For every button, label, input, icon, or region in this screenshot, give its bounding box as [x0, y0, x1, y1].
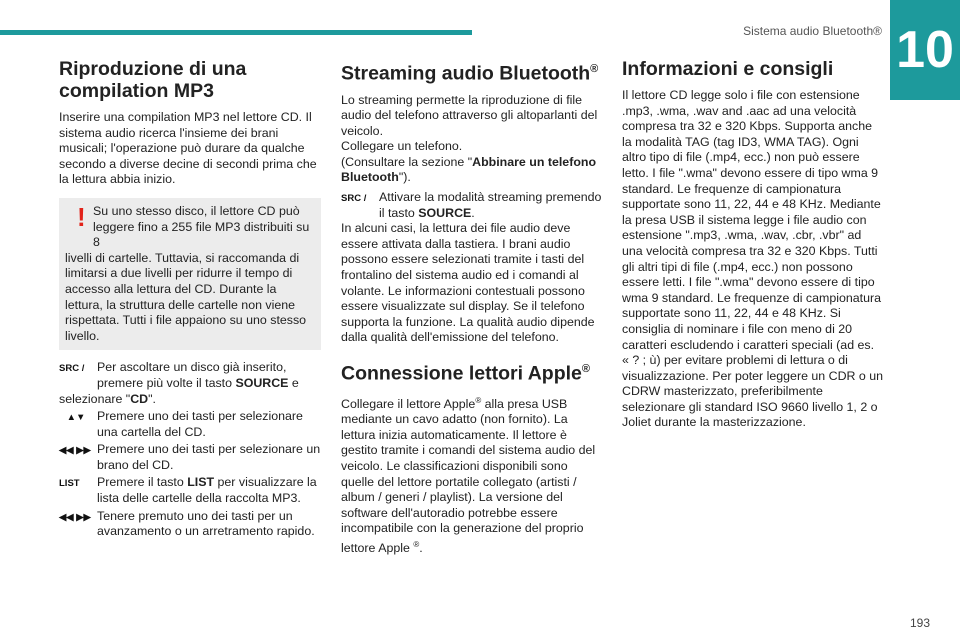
track-select-text: Premere uno dei tasti per selezionare un brano del CD. — [97, 442, 321, 472]
streaming-intro: Lo streaming permette la riproduzione di file audio del telefono attraverso gli altoparlanti del veicolo. — [341, 92, 598, 138]
prev-next-arrows-icon: ◀◀ ▶▶ — [59, 445, 91, 457]
column-mp3 — [59, 58, 321, 540]
source-instruction — [59, 360, 321, 407]
info-text: Il lettore CD legge solo i file con estensione .mp3, .wma, .wav and .aac ad una velocità compresa tra 32 e 320 Kbps. Supporta anche la modalità TAG (tag ID3, WMA TAG). Ogni altro tipo di file (.mp4, ecc.) non può essere letto. I file ".wma" devono essere di tipo wma 9 standard. Le frequenze di campionatura supportate sono 11, 22, 44 e 48 KHz. Mediante la presa USB il sistema legge i file audio con estensione ".mp3, .wma, .wav, .cbr, .vbr" ad una velocità compresa tra 32 e 320 Kbps. Tutti gli altri tipi di file (.mp4, ecc.) non possono essere letti. I file ".wma" devono essere di tipo wma 9 standard. Le frequenze di campionatura supportate sono 11, 22, 44 e 48 KHz. Si consiglia di nominare i file con meno di 20 caratteri escludendo i caratteri speciali (ad es. « ? ; ù) per evitare problemi di lettura o di visualizzazione. Per poter leggere un CDR o un CDRW masterizzato, preferibilmente selezionare gli standard ISO 9660 livello 1, 2 o Joliet durante la masterizzazione. — [622, 88, 884, 430]
fast-forward-instruction — [59, 509, 321, 540]
source-key-label: SOURCE — [235, 375, 289, 390]
column-info — [622, 58, 884, 431]
registered-mark: ® — [413, 539, 420, 549]
list-key-icon: LIST — [59, 478, 80, 490]
column-bluetooth — [341, 58, 603, 557]
source-text: Per ascoltare un disco già inserito, premere più volte il tasto — [97, 360, 287, 390]
chapter-number-tab: 10 — [890, 0, 960, 100]
select-text: selezionare " — [59, 391, 131, 406]
track-select-instruction — [59, 442, 321, 473]
list-text-end: per visualizzare la lista delle cartelle della raccolta MP3. — [97, 475, 317, 506]
heading-apple-text: Connessione lettori Apple — [341, 362, 582, 385]
mp3-intro: Inserire una compilation MP3 nel lettore CD. Il sistema audio ricerca l'insieme dei brani musicali; l'operazione può durare da qualche secondo a diverse decine di secondi prima che la lettura abbia inizio. — [59, 110, 317, 187]
registered-mark: ® — [590, 63, 599, 75]
fast-forward-text: Tenere premuto uno dei tasti per un avanzamento o un arretramento rapido. — [97, 508, 315, 539]
section-reference: Abbinare un telefono Bluetooth — [341, 154, 597, 185]
folder-select-instruction — [59, 409, 321, 440]
registered-mark: ® — [581, 363, 590, 375]
warning-icon: ! — [77, 201, 86, 232]
connect-phone-text: Collegare un telefono. — [341, 139, 463, 154]
list-text: Premere il tasto — [97, 475, 188, 490]
select-text-end: ". — [148, 391, 156, 406]
streaming-details: In alcuni casi, la lettura dei file audio deve essere attivata dalla tastiera. I brani audio possono essere selezionati tramite i tasti del frontalino del sistema audio ed i comandi al volante. Le informazioni contestuali possono essere visualizzate sul display. Se il telefono supporta la funzione. La qualità audio dipende dalla qualità dell'emissione del telefono. — [341, 221, 595, 345]
source-key-label: SOURCE — [418, 205, 472, 220]
warning-box — [59, 198, 321, 350]
streaming-source-instruction: SRC / Attivare la modalità streaming premendo il tasto SOURCE. — [341, 190, 602, 220]
heading-streaming — [341, 58, 603, 85]
registered-mark: ® — [475, 395, 482, 405]
fast-forward-rewind-icon: ◀◀ ▶▶ — [59, 511, 91, 523]
heading-apple — [341, 358, 603, 385]
cd-label: CD — [130, 391, 149, 406]
see-section-text: (Consultare la sezione "Abbinare un telefono Bluetooth"). — [341, 154, 597, 185]
heading-streaming-text: Streaming audio Bluetooth — [341, 62, 591, 85]
page-number: 193 — [909, 616, 930, 630]
source-key-icon: SRC / — [59, 363, 85, 375]
streaming-source-text: Attivare la modalità streaming premendo il tasto — [379, 190, 602, 220]
folder-select-text: Premere uno dei tasti per selezionare una cartella del CD. — [97, 409, 303, 439]
source-key-icon: SRC / — [341, 193, 367, 205]
header-bar — [0, 30, 472, 35]
warning-first-line: Su uno stesso disco, il lettore CD può leggere fino a 255 file MP3 distribuiti su 8 — [93, 203, 310, 250]
warning-text: livelli di cartelle. Tuttavia, si raccomanda di limitarsi a due livelli per ridurre il tempo di accesso alla lettura del CD. Durante la lettura, la struttura delle cartelle non viene rispettata. Tutti i file appaiono su uno stesso livello. — [65, 250, 307, 343]
section-title: Sistema audio Bluetooth® — [743, 24, 882, 38]
up-down-arrows-icon: ▲▼ — [66, 412, 86, 424]
heading-info: Informazioni e consigli — [622, 58, 834, 80]
source-text-end: e — [288, 375, 299, 390]
list-instruction — [59, 475, 321, 506]
list-key-label: LIST — [187, 475, 215, 490]
heading-mp3: Riproduzione di una compilation MP3 — [59, 58, 247, 102]
apple-text: Collegare il lettore Apple® alla presa USB mediante un cavo adatto (non fornito). La lettura inizia automaticamente. Il lettore è gestito tramite i comandi del sistema audio del veicolo. Le classificazioni disponibili sono quelle del lettore portatile collegato (artisti / album / generi / playlist). La versione del software dell'autoradio potrebbe essere incompatibile con la generazione del proprio lettore Apple ®. — [341, 395, 596, 556]
